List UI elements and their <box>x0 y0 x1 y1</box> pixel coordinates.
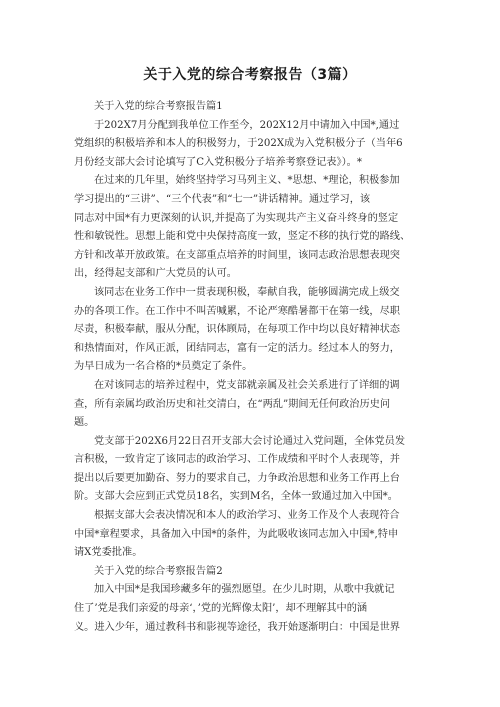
text-line: 学习提出的“三讲”、“三个代表”和“七一”讲话精神。通过学习，该 <box>74 193 371 205</box>
text-line: 阶。支部大会应到正式党员18名，实到M名，全体一致通过加入中国*。 <box>74 491 398 503</box>
text-line: 办的各项工作。在工作中不叫苦喊累，不论严寒酷暑都干在第一线，尽职 <box>74 305 400 317</box>
text-line: 义。进入少年，通过教科书和影视等途径，我开始逐渐明白：中国是世界 <box>74 621 400 633</box>
text-line: 党组织的积极培养和本人的积极努力，于202X成为入党积极分子（当年6 <box>74 138 403 150</box>
text-line: 性和敏锐性。思想上能和党中央保持高度一致，竖定不移的执行党的路线、 <box>74 231 411 243</box>
document-body <box>74 98 430 637</box>
text-line: 中国*章程要求，具备加入中国*的条件，为此吸收该同志加入中国*,特申 <box>74 528 399 540</box>
text-line: 于202X7月分配到我单位工作至今，202X12月中请加入中国*,通过 <box>94 119 400 131</box>
text-line: 在过来的几年里，始终坚持学习马列主义、*思想、*理论，积极参加 <box>94 175 400 187</box>
text-line: 查，所有亲属均政治历史和社交清白，在“两乱”期间无任何政治历史问 <box>74 398 391 410</box>
text-line: 言积极，一致肯定了该同志的政治学习、工作成绩和平时个人表现等，并 <box>74 454 400 466</box>
text-line: 同志对中国*有力更深刻的认识,并提高了为实现共产主义奋斗终身的竖定 <box>74 212 399 224</box>
text-line: 和热情面对，作风正派，团结同志，富有一定的活力。经过本人的努力， <box>74 342 400 354</box>
text-line: 加入中国*是我国珍藏多年的强烈愿望。在少儿时期，从歌中我就记 <box>94 584 395 596</box>
text-line: 方针和改革开放政策。在支部重点培养的时间里，该同志政治思想表现突 <box>74 249 400 261</box>
text-line: 提出以后要更加勤奋、努力的要求自己，力争政治思想和业务工作再上台 <box>74 472 400 484</box>
text-line: 党支部于202X6月22日召开支部大会讨论通过入党问题，全体党员发 <box>94 435 406 447</box>
text-line: 关于入党的综合考察报告篇2 <box>94 565 223 577</box>
text-line: 月份经支部大会讨论填写了C入党积极分子培养考察登记表》）。* <box>74 156 362 168</box>
text-line: 请X党委批准。 <box>74 547 143 559</box>
document-title: 关于入党的综合考察报告（3篇） <box>143 67 357 83</box>
text-line: 根据支部大会表决情况和本人的政治学习、业务工作及个人表现符合 <box>94 510 400 522</box>
text-line: 在对该同志的培养过程中，党支部就亲属及社会关系进行了详细的调 <box>94 379 400 391</box>
text-line: 出，经得起支部和广大党员的认可。 <box>74 268 237 280</box>
text-line: 住了’党是我们亲爱的母亲‘，’党的光辉像太阳’，却不理解其中的涵 <box>74 603 368 615</box>
text-line: 该同志在业务工作中一贯表现积极，奉献自我，能够圆满完成上级交 <box>94 286 400 298</box>
text-line: 为早日成为一名合格的*员奠定了条件。 <box>74 361 253 373</box>
text-line: 尽责，积极奉献，服从分配，识体顾局，在每项工作中均以良好精神状态 <box>74 324 400 336</box>
text-line: 题。 <box>74 417 95 429</box>
text-line: 关于入党的综合考察报告篇1 <box>94 101 223 112</box>
